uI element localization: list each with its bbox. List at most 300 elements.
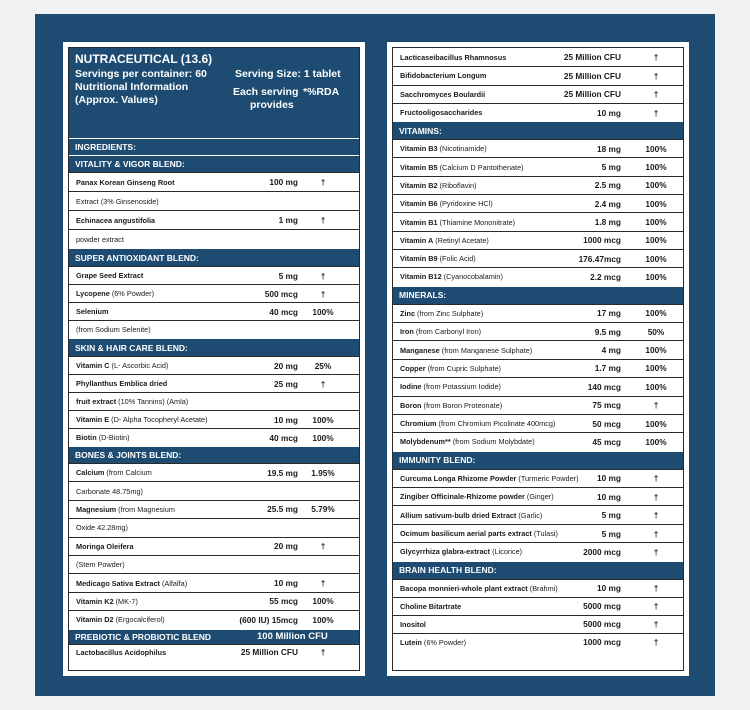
rda-value: 100% bbox=[645, 235, 667, 246]
rda-value: 1.95% bbox=[311, 467, 335, 478]
amount-value: (600 IU) 15mcg bbox=[239, 614, 298, 625]
rda-value: 100% bbox=[645, 418, 667, 429]
table-row bbox=[393, 542, 683, 560]
table-row bbox=[393, 157, 683, 175]
rda-value: 100% bbox=[645, 180, 667, 191]
ingredient-detail: (from Calcium bbox=[104, 468, 152, 478]
ingredient-name bbox=[393, 53, 506, 62]
ingredient-name bbox=[69, 615, 165, 624]
rda-value: 100% bbox=[645, 363, 667, 374]
amount-value: 1000 mcg bbox=[583, 235, 621, 246]
ingredient-name-bold: Lycopene bbox=[76, 289, 110, 298]
section-title: IMMUNITY BLEND: bbox=[399, 455, 476, 466]
ingredient-detail: (from Manganese Sulphate) bbox=[439, 345, 533, 355]
ingredient-name-bold: Glycyrrhiza glabra-extract bbox=[400, 547, 491, 557]
table-row bbox=[69, 537, 359, 555]
ingredient-name bbox=[69, 397, 188, 406]
rda-value: † bbox=[653, 619, 659, 630]
table-row bbox=[393, 48, 683, 66]
rda-value: 100% bbox=[645, 143, 667, 154]
right-table bbox=[392, 47, 684, 671]
ingredient-detail: (6% Powder) bbox=[421, 637, 467, 647]
ingredient-name bbox=[69, 597, 138, 606]
ingredient-detail: (from Sodium Molybdate) bbox=[450, 437, 535, 447]
ingredient-name bbox=[69, 271, 143, 280]
rda-value: † bbox=[653, 70, 659, 81]
table-row bbox=[69, 500, 359, 518]
ingredient-detail: (6% Powder) bbox=[109, 289, 154, 298]
amount-value: 2000 mcg bbox=[583, 546, 621, 557]
amount-value: 176.47mcg bbox=[578, 253, 621, 264]
table-row bbox=[393, 267, 683, 285]
ingredient-name bbox=[69, 560, 125, 569]
table-row bbox=[393, 322, 683, 340]
ingredient-name-bold: Vitamin B3 bbox=[400, 144, 438, 154]
amount-value: 100 mg bbox=[269, 177, 298, 187]
rda-value: 100% bbox=[645, 198, 667, 209]
ingredient-name-bold: Selenium bbox=[76, 307, 109, 316]
ingredient-name-bold: Medicago Sativa Extract bbox=[76, 578, 160, 588]
ingredient-name bbox=[69, 361, 168, 370]
section-header bbox=[393, 561, 683, 579]
table-row bbox=[69, 266, 359, 284]
amount-value: 5 mg bbox=[601, 510, 621, 521]
table-row bbox=[69, 172, 359, 191]
ingredient-name bbox=[393, 163, 524, 172]
amount-value: 1 mg bbox=[278, 215, 298, 225]
table-row bbox=[69, 302, 359, 320]
serving-size: Serving Size: 1 tablet bbox=[235, 68, 341, 80]
table-row bbox=[393, 249, 683, 267]
ingredient-name bbox=[69, 178, 175, 187]
amount-value: 18 mg bbox=[597, 143, 621, 154]
section-title: SKIN & HAIR CARE BLEND: bbox=[75, 342, 188, 353]
table-row bbox=[69, 210, 359, 229]
ingredient-name-bold: Vitamin B1 bbox=[400, 217, 438, 227]
ingredient-name-bold: Copper bbox=[400, 363, 426, 373]
ingredient-name bbox=[393, 401, 502, 410]
rda-value: † bbox=[653, 491, 659, 502]
ingredient-name bbox=[69, 289, 154, 298]
ingredient-name-bold: fruit extract bbox=[76, 397, 117, 406]
rda-value: † bbox=[653, 473, 659, 484]
table-row bbox=[393, 231, 683, 249]
table-row bbox=[69, 284, 359, 302]
ingredient-name-bold: Calcium bbox=[76, 468, 105, 478]
rda-value: † bbox=[653, 89, 659, 100]
amount-value: 9.5 mg bbox=[594, 326, 621, 337]
rda-value: † bbox=[653, 601, 659, 612]
ingredient-name-bold: Ocimum basilicum aerial parts extract bbox=[400, 529, 532, 539]
ingredient-detail: (Cyanocobalamin) bbox=[441, 272, 503, 282]
amount-value: 19.5 mg bbox=[267, 467, 298, 478]
each-serving: Each serving bbox=[233, 86, 299, 98]
ingredient-name bbox=[393, 108, 482, 117]
ingredient-detail: (Pyridoxine HCl) bbox=[437, 199, 493, 209]
amount-value: 2.2 mcg bbox=[590, 271, 621, 282]
ingredient-name-bold: Lactobacillus Acidophilus bbox=[76, 647, 167, 657]
table-row bbox=[69, 320, 359, 338]
section-header bbox=[393, 286, 683, 304]
right-panel bbox=[387, 42, 689, 676]
ingredient-name bbox=[69, 542, 134, 551]
ingredient-name bbox=[69, 433, 130, 442]
ingredient-name bbox=[69, 216, 155, 225]
ingredient-detail: (Garlic) bbox=[516, 510, 543, 520]
ingredient-detail: (Ergocalciferol) bbox=[113, 615, 165, 625]
rda-value: 100% bbox=[645, 162, 667, 173]
ingredient-name bbox=[393, 272, 503, 281]
amount-value: 5000 mcg bbox=[583, 601, 621, 612]
ingredient-name bbox=[69, 415, 208, 424]
section-title: BONES & JOINTS BLEND: bbox=[75, 450, 182, 460]
section-header bbox=[69, 338, 359, 356]
ingredient-name-bold: Vitamin E bbox=[76, 415, 110, 424]
amount-value: 10 mg bbox=[597, 473, 621, 484]
ingredient-name bbox=[393, 492, 554, 501]
rda-value: 50% bbox=[647, 326, 665, 337]
ingredient-detail: (from Zinc Sulphate) bbox=[415, 308, 484, 318]
ingredient-detail: Carbonate 48.75mg) bbox=[76, 486, 143, 496]
ingredient-name bbox=[393, 199, 493, 208]
ingredient-name-bold: Vitamin B5 bbox=[400, 162, 438, 172]
table-row bbox=[393, 524, 683, 542]
ingredient-detail: (from Boron Proteonate) bbox=[421, 400, 503, 410]
ingredient-name-bold: Lutein bbox=[400, 637, 422, 647]
table-row bbox=[393, 176, 683, 194]
table-row bbox=[393, 340, 683, 358]
ingredient-detail: Oxide 42.28mg) bbox=[76, 523, 128, 533]
rda-value: † bbox=[320, 215, 326, 225]
rda-value: 100% bbox=[645, 217, 667, 228]
rda-value: 100% bbox=[312, 432, 334, 443]
amount-value: 5000 mcg bbox=[583, 619, 621, 630]
table-row bbox=[393, 304, 683, 322]
ingredient-name-bold: Phyllanthus Emblica dried bbox=[76, 379, 168, 388]
table-row bbox=[69, 610, 359, 628]
table-row bbox=[393, 597, 683, 615]
rda-value: 100% bbox=[312, 614, 334, 625]
amount-value: 55 mcg bbox=[269, 596, 298, 607]
section-title: BRAIN HEALTH BLEND: bbox=[399, 565, 497, 576]
rda-value: 100% bbox=[645, 308, 667, 319]
ingredient-name-bold: Sacchromyces Boulardii bbox=[400, 89, 486, 99]
table-row bbox=[393, 85, 683, 103]
amount-value: 10 mg bbox=[597, 107, 621, 118]
ingredient-name-bold: Manganese bbox=[400, 345, 440, 355]
approx-values: (Approx. Values) bbox=[75, 94, 158, 106]
amount-value: 25 mg bbox=[274, 378, 298, 389]
ingredient-name bbox=[393, 309, 483, 318]
ingredient-name bbox=[393, 584, 558, 593]
rda-value: 100% bbox=[312, 596, 334, 607]
ingredient-detail: (Retinyl Acetate) bbox=[433, 235, 489, 245]
rda-value: † bbox=[320, 541, 326, 552]
rda-value: † bbox=[653, 52, 659, 63]
ingredient-name-bold: Allium sativum-bulb dried Extract bbox=[400, 510, 517, 520]
table-row bbox=[393, 377, 683, 395]
ingredient-name bbox=[393, 181, 477, 190]
section-header bbox=[393, 121, 683, 139]
ingredient-name bbox=[393, 71, 486, 80]
label-header bbox=[69, 48, 359, 138]
ingredient-detail: (Tulasi) bbox=[531, 529, 558, 539]
table-row bbox=[393, 487, 683, 505]
ingredient-name-bold: Vitamin B12 bbox=[400, 272, 442, 282]
ingredient-name-bold: Vitamin B6 bbox=[400, 199, 438, 209]
ingredient-detail: (Nicotinamide) bbox=[437, 144, 487, 154]
table-row bbox=[393, 432, 683, 450]
ingredient-name-bold: Magnesium bbox=[76, 504, 117, 514]
ingredient-name bbox=[393, 382, 501, 391]
ingredient-name-bold: Grape Seed Extract bbox=[76, 271, 144, 280]
rda-value: 100% bbox=[645, 381, 667, 392]
table-row bbox=[393, 396, 683, 414]
ingredient-detail: (D-Biotin) bbox=[96, 433, 130, 442]
ingredient-name bbox=[393, 144, 487, 153]
amount-value: 10 mg bbox=[274, 414, 298, 425]
table-row bbox=[393, 66, 683, 84]
ingredient-name-bold: Moringa Oleifera bbox=[76, 541, 134, 551]
ingredient-name bbox=[393, 364, 501, 373]
ingredient-name-bold: Iodine bbox=[400, 382, 422, 392]
amount-value: 1000 mcg bbox=[583, 637, 621, 648]
ingredient-name bbox=[69, 379, 167, 388]
ingredient-name-bold: Boron bbox=[400, 400, 422, 410]
ingredient-name bbox=[69, 579, 187, 588]
rda-value: 100% bbox=[645, 271, 667, 282]
ingredient-detail: powder extract bbox=[76, 234, 124, 244]
ingredient-name-bold: Vitamin K2 bbox=[76, 596, 114, 606]
table-row bbox=[69, 428, 359, 446]
rda-value: 100% bbox=[312, 306, 334, 317]
table-row bbox=[393, 414, 683, 432]
amount-value: 10 mg bbox=[597, 583, 621, 594]
ingredient-detail: (Licorice) bbox=[490, 547, 523, 557]
section-amount: 100 Million CFU bbox=[257, 631, 328, 643]
amount-value: 4 mg bbox=[601, 345, 621, 356]
amount-value: 2.4 mg bbox=[594, 198, 621, 209]
section-header bbox=[69, 155, 359, 172]
table-row bbox=[69, 356, 359, 374]
rda-value: † bbox=[653, 528, 659, 539]
table-row bbox=[393, 194, 683, 212]
ingredient-name bbox=[393, 346, 532, 355]
amount-value: 50 mcg bbox=[592, 418, 621, 429]
ingredient-name bbox=[393, 419, 555, 428]
ingredient-name bbox=[393, 90, 485, 99]
left-panel bbox=[63, 42, 365, 676]
rda-value: † bbox=[320, 578, 326, 589]
section-header bbox=[69, 138, 359, 155]
amount-value: 25 Million CFU bbox=[563, 89, 621, 100]
ingredient-name bbox=[69, 648, 166, 657]
ingredient-name bbox=[69, 523, 128, 532]
ingredient-name-bold: Panax Korean Ginseng Root bbox=[76, 177, 175, 187]
ingredient-name bbox=[393, 511, 542, 520]
ingredient-name-bold: Choline Bitartrate bbox=[400, 601, 462, 611]
ingredient-detail: (D- Alpha Tocopheryl Acetate) bbox=[109, 415, 208, 424]
ingredient-name bbox=[393, 602, 461, 611]
ingredient-detail: (from Magnesium bbox=[116, 504, 175, 514]
amount-value: 5 mg bbox=[601, 528, 621, 539]
ingredient-detail: (from Carbonyl Iron) bbox=[413, 327, 482, 337]
ingredient-name bbox=[393, 327, 481, 336]
ingredient-name bbox=[393, 638, 466, 647]
ingredient-name-bold: Iron bbox=[400, 327, 414, 337]
table-row bbox=[69, 463, 359, 481]
rda-value: † bbox=[653, 583, 659, 594]
amount-value: 10 mg bbox=[274, 578, 298, 589]
ingredient-name bbox=[393, 474, 579, 483]
ingredient-detail: (MK-7) bbox=[113, 596, 138, 606]
ingredient-detail: (Thiamine Mononitrate) bbox=[437, 217, 516, 227]
ingredient-detail: (Alfalfa) bbox=[159, 578, 188, 588]
ingredient-name-bold: Bacopa monnieri-whole plant extract bbox=[400, 583, 528, 593]
table-row bbox=[393, 469, 683, 487]
section-header bbox=[69, 629, 359, 644]
rda-value: † bbox=[320, 177, 326, 187]
label-frame bbox=[35, 14, 715, 696]
ingredient-name-bold: Curcuma Longa Rhizome Powder bbox=[400, 473, 517, 483]
amount-value: 17 mg bbox=[597, 308, 621, 319]
table-row bbox=[393, 212, 683, 230]
table-row bbox=[69, 374, 359, 392]
section-title: VITAMINS: bbox=[399, 125, 442, 136]
rda-value: 25% bbox=[314, 360, 332, 371]
table-row bbox=[69, 573, 359, 591]
provides: provides bbox=[250, 99, 294, 111]
table-row bbox=[393, 505, 683, 523]
amount-value: 20 mg bbox=[274, 360, 298, 371]
section-title: VITALITY & VIGOR BLEND: bbox=[75, 159, 185, 169]
amount-value: 5 mg bbox=[601, 162, 621, 173]
rda-value: † bbox=[320, 270, 326, 281]
ingredient-name bbox=[69, 505, 175, 514]
rda-value: 5.79% bbox=[311, 504, 335, 515]
ingredient-name-bold: Bifidobacterium Longum bbox=[400, 71, 487, 81]
amount-value: 25.5 mg bbox=[267, 504, 298, 515]
table-row bbox=[393, 359, 683, 377]
ingredient-detail: (Ginger) bbox=[524, 492, 554, 502]
ingredient-name-bold: Vitamin C bbox=[76, 361, 110, 370]
rda-value: † bbox=[653, 546, 659, 557]
ingredient-name bbox=[393, 547, 522, 556]
amount-value: 40 mcg bbox=[269, 432, 298, 443]
ingredient-detail: (Turmeric Powder) bbox=[516, 473, 579, 483]
table-row bbox=[393, 633, 683, 651]
ingredient-name bbox=[393, 529, 558, 538]
section-header bbox=[69, 248, 359, 266]
table-row bbox=[69, 229, 359, 248]
table-row bbox=[69, 592, 359, 610]
amount-value: 25 Million CFU bbox=[563, 52, 621, 63]
table-row bbox=[69, 392, 359, 410]
table-row bbox=[393, 103, 683, 121]
ingredient-detail: (from Sodium Selenite) bbox=[76, 325, 151, 334]
ingredient-name-bold: Chromium bbox=[400, 419, 437, 429]
table-row bbox=[69, 481, 359, 499]
ingredient-name bbox=[393, 236, 489, 245]
rda-value: 100% bbox=[645, 345, 667, 356]
amount-value: 1.7 mg bbox=[594, 363, 621, 374]
section-title: INGREDIENTS: bbox=[75, 142, 136, 152]
ingredient-detail: (from Chromium Picolinate 400mcg) bbox=[436, 419, 556, 429]
amount-value: 75 mcg bbox=[592, 400, 621, 411]
ingredient-name bbox=[69, 487, 143, 496]
table-row bbox=[69, 410, 359, 428]
ingredient-name bbox=[393, 218, 515, 227]
amount-value: 140 mcg bbox=[587, 381, 621, 392]
table-row bbox=[393, 139, 683, 157]
ingredient-name bbox=[69, 197, 159, 206]
ingredient-name-bold: Vitamin B2 bbox=[400, 180, 438, 190]
servings-per-container: Servings per container: 60 bbox=[75, 68, 207, 80]
amount-value: 1.8 mg bbox=[594, 217, 621, 228]
ingredient-detail: (Stem Powder) bbox=[76, 560, 125, 570]
section-title: MINERALS: bbox=[399, 290, 447, 301]
ingredient-detail: (L- Ascorbic Acid) bbox=[109, 361, 169, 370]
amount-value: 25 Million CFU bbox=[240, 647, 298, 658]
ingredient-name-bold: Fructooligosaccharides bbox=[400, 108, 483, 118]
section-title: PREBIOTIC & PROBIOTIC BLEND bbox=[75, 631, 212, 642]
left-table bbox=[68, 47, 360, 671]
table-row bbox=[69, 644, 359, 660]
section-header bbox=[393, 451, 683, 469]
ingredient-name bbox=[393, 254, 476, 263]
ingredient-detail: (Calcium D Pantothenate) bbox=[437, 162, 524, 172]
ingredient-name-bold: Zingiber Officinale-Rhizome powder bbox=[400, 492, 525, 502]
rda-value: † bbox=[653, 510, 659, 521]
ingredient-detail: (Brahmi) bbox=[527, 583, 558, 593]
section-title: SUPER ANTIOXIDANT BLEND: bbox=[75, 252, 199, 263]
amount-value: 40 mcg bbox=[269, 306, 298, 317]
amount-value: 5 mg bbox=[278, 270, 298, 281]
ingredient-detail: (Riboflavin) bbox=[437, 180, 477, 190]
amount-value: 45 mcg bbox=[592, 436, 621, 447]
rda-value: 100% bbox=[312, 414, 334, 425]
ingredient-detail: (from Cupric Sulphate) bbox=[425, 363, 501, 373]
ingredient-detail: Extract (3% Ginsenoside) bbox=[76, 196, 159, 206]
ingredient-name-bold: Vitamin A bbox=[400, 235, 434, 245]
ingredient-name bbox=[69, 235, 124, 244]
rda-value: 100% bbox=[645, 253, 667, 264]
ingredient-name bbox=[393, 620, 426, 629]
product-title: NUTRACEUTICAL (13.6) bbox=[75, 52, 213, 66]
ingredient-name-bold: Inositol bbox=[400, 619, 426, 629]
rda-value: † bbox=[653, 107, 659, 118]
section-header bbox=[69, 446, 359, 463]
rda-value: † bbox=[653, 400, 659, 411]
ingredient-name-bold: Lacticaseibacillus Rhamnosus bbox=[400, 52, 507, 62]
table-row bbox=[393, 579, 683, 597]
ingredient-name-bold: Vitamin D2 bbox=[76, 615, 114, 625]
ingredient-name-bold: Biotin bbox=[76, 433, 97, 442]
ingredient-name-bold: Molybdenum** bbox=[400, 437, 451, 447]
ingredient-name-bold: Vitamin B9 bbox=[400, 254, 438, 264]
rda-value: 100% bbox=[645, 436, 667, 447]
table-row bbox=[69, 555, 359, 573]
ingredient-detail: (10% Tannins) (Amla) bbox=[116, 397, 189, 406]
rda-value: † bbox=[320, 378, 326, 389]
amount-value: 25 Million CFU bbox=[563, 70, 621, 81]
rda-value: † bbox=[320, 647, 326, 658]
amount-value: 20 mg bbox=[274, 541, 298, 552]
table-row bbox=[69, 191, 359, 210]
table-row bbox=[393, 615, 683, 633]
ingredient-name bbox=[69, 468, 152, 477]
amount-value: 500 mcg bbox=[264, 288, 298, 299]
